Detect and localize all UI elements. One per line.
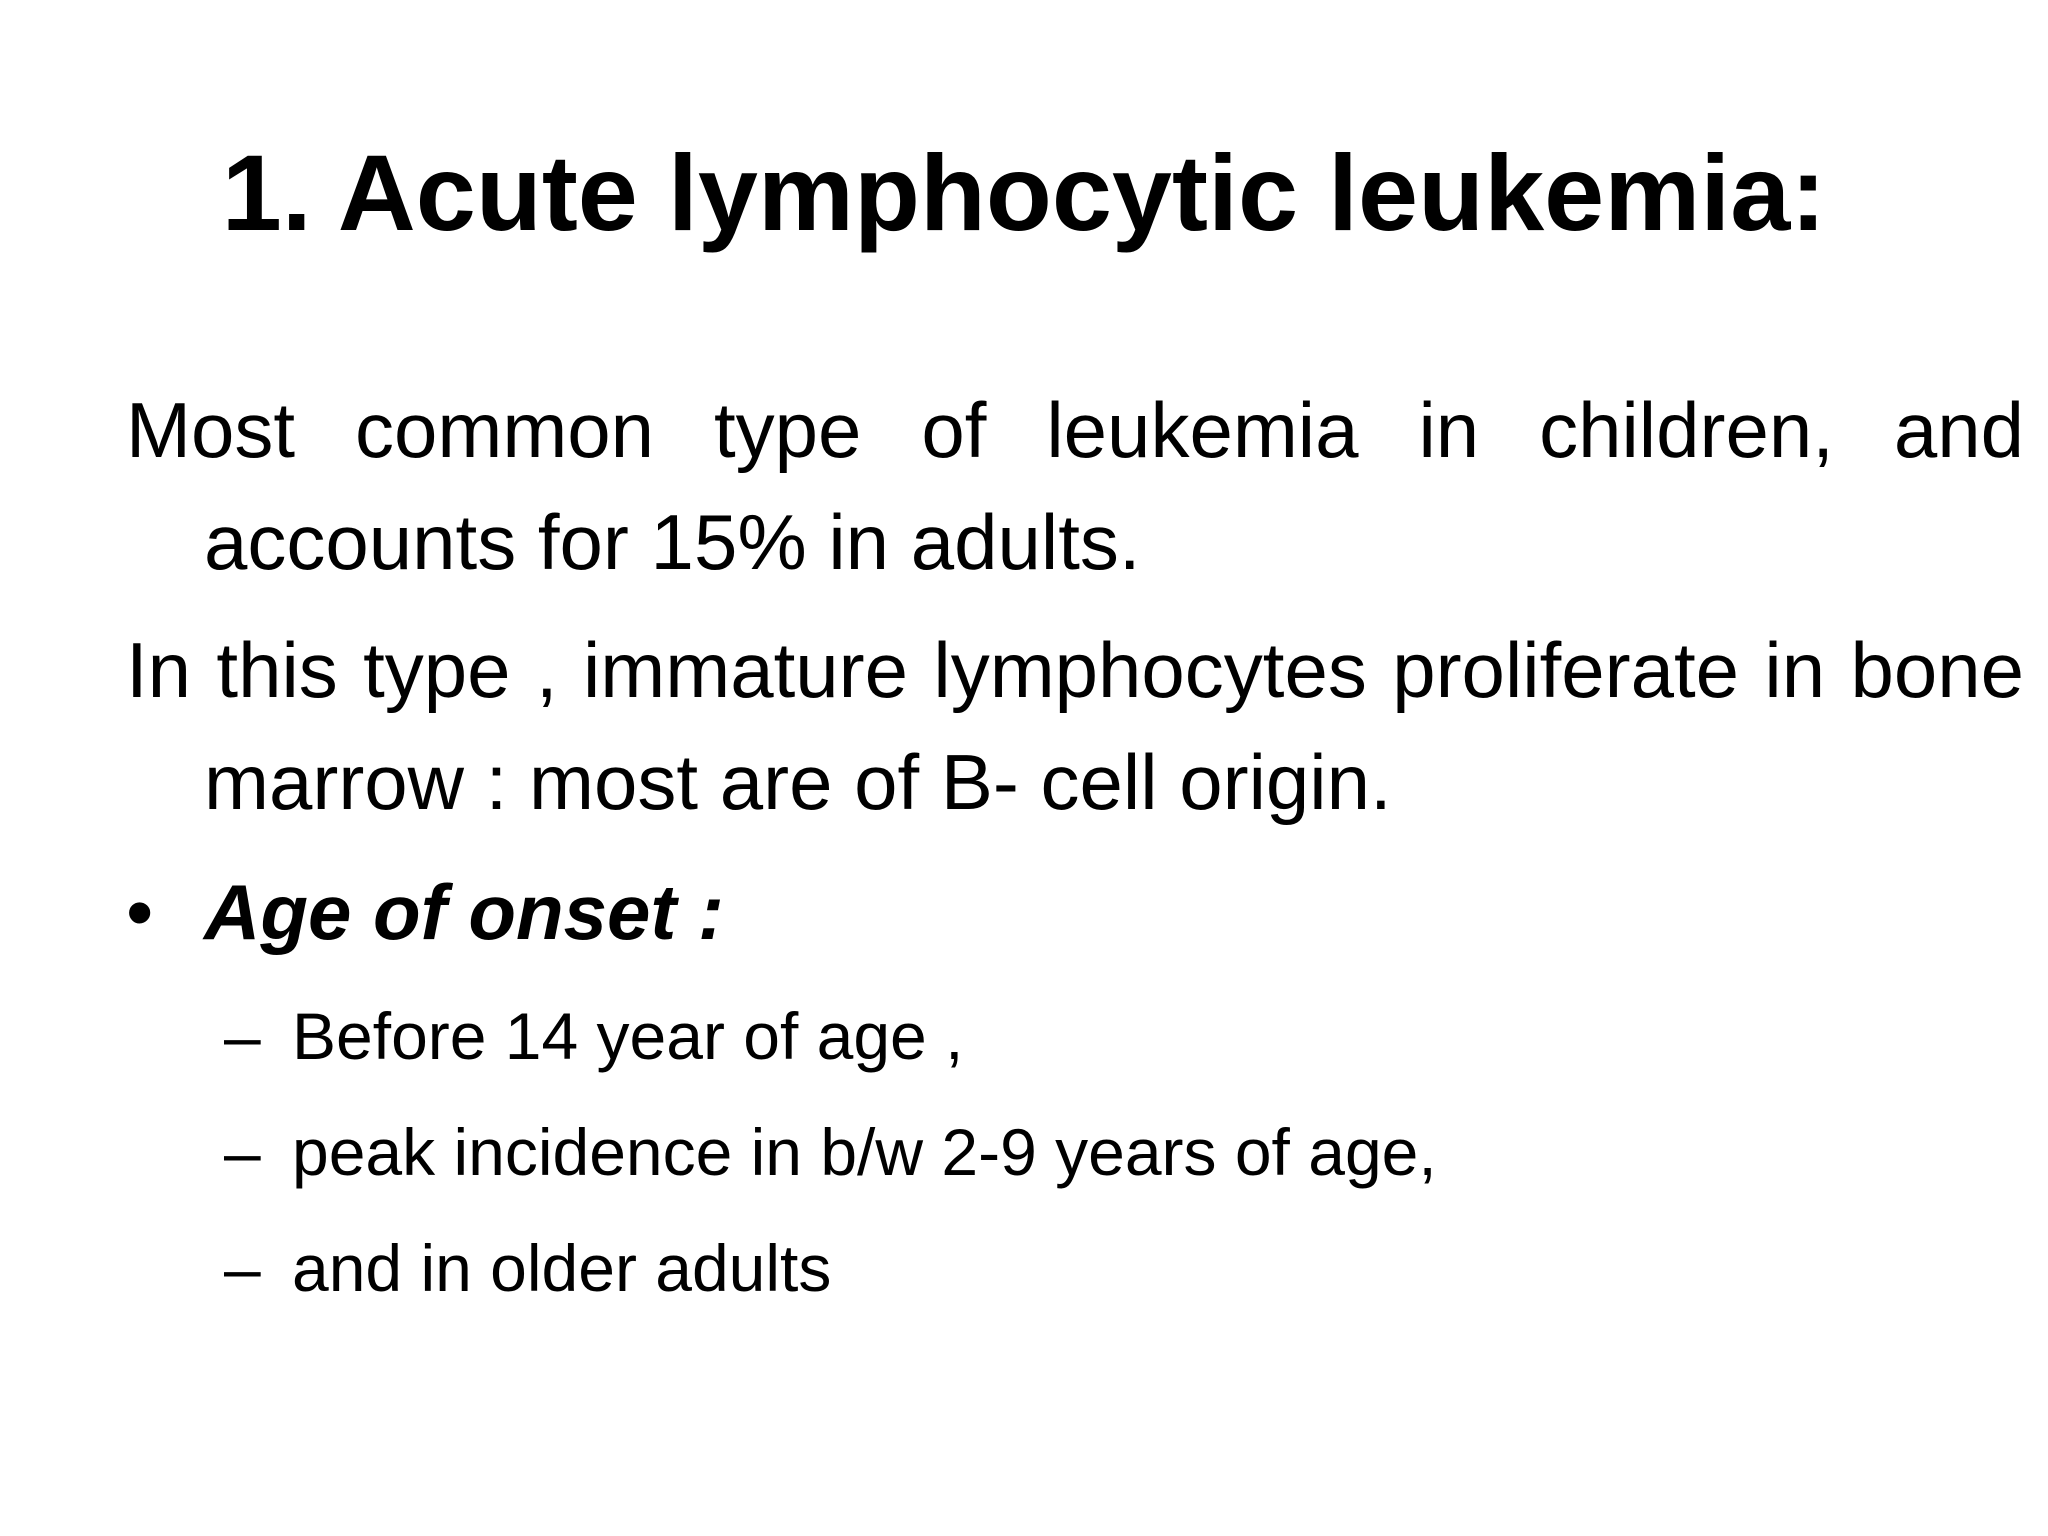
bullet-label: Age of onset : bbox=[204, 868, 724, 956]
dash-icon: – bbox=[224, 1115, 261, 1189]
paragraph-common-type: Most common type of leukemia in children, and accounts for 15% in adults. bbox=[126, 386, 2024, 586]
slide-title: 1. Acute lymphocytic leukemia: bbox=[221, 132, 1827, 253]
dash-icon: – bbox=[224, 1231, 261, 1305]
sub-item bbox=[224, 1220, 831, 1316]
sub-item-text: Before 14 year of age , bbox=[292, 999, 964, 1073]
sub-item-text: peak incidence in b/w 2-9 years of age, bbox=[292, 1115, 1437, 1189]
paragraph-immature-lymphocytes: In this type , immature lymphocytes proliferate in bone marrow : most are of B- cell origin. bbox=[126, 626, 2024, 826]
bullet-dot-icon: • bbox=[126, 868, 154, 956]
bullet-age-of-onset bbox=[126, 856, 724, 968]
sub-item bbox=[224, 988, 963, 1084]
sub-item bbox=[224, 1104, 1437, 1200]
sub-item-text: and in older adults bbox=[292, 1231, 832, 1305]
dash-icon: – bbox=[224, 999, 261, 1073]
